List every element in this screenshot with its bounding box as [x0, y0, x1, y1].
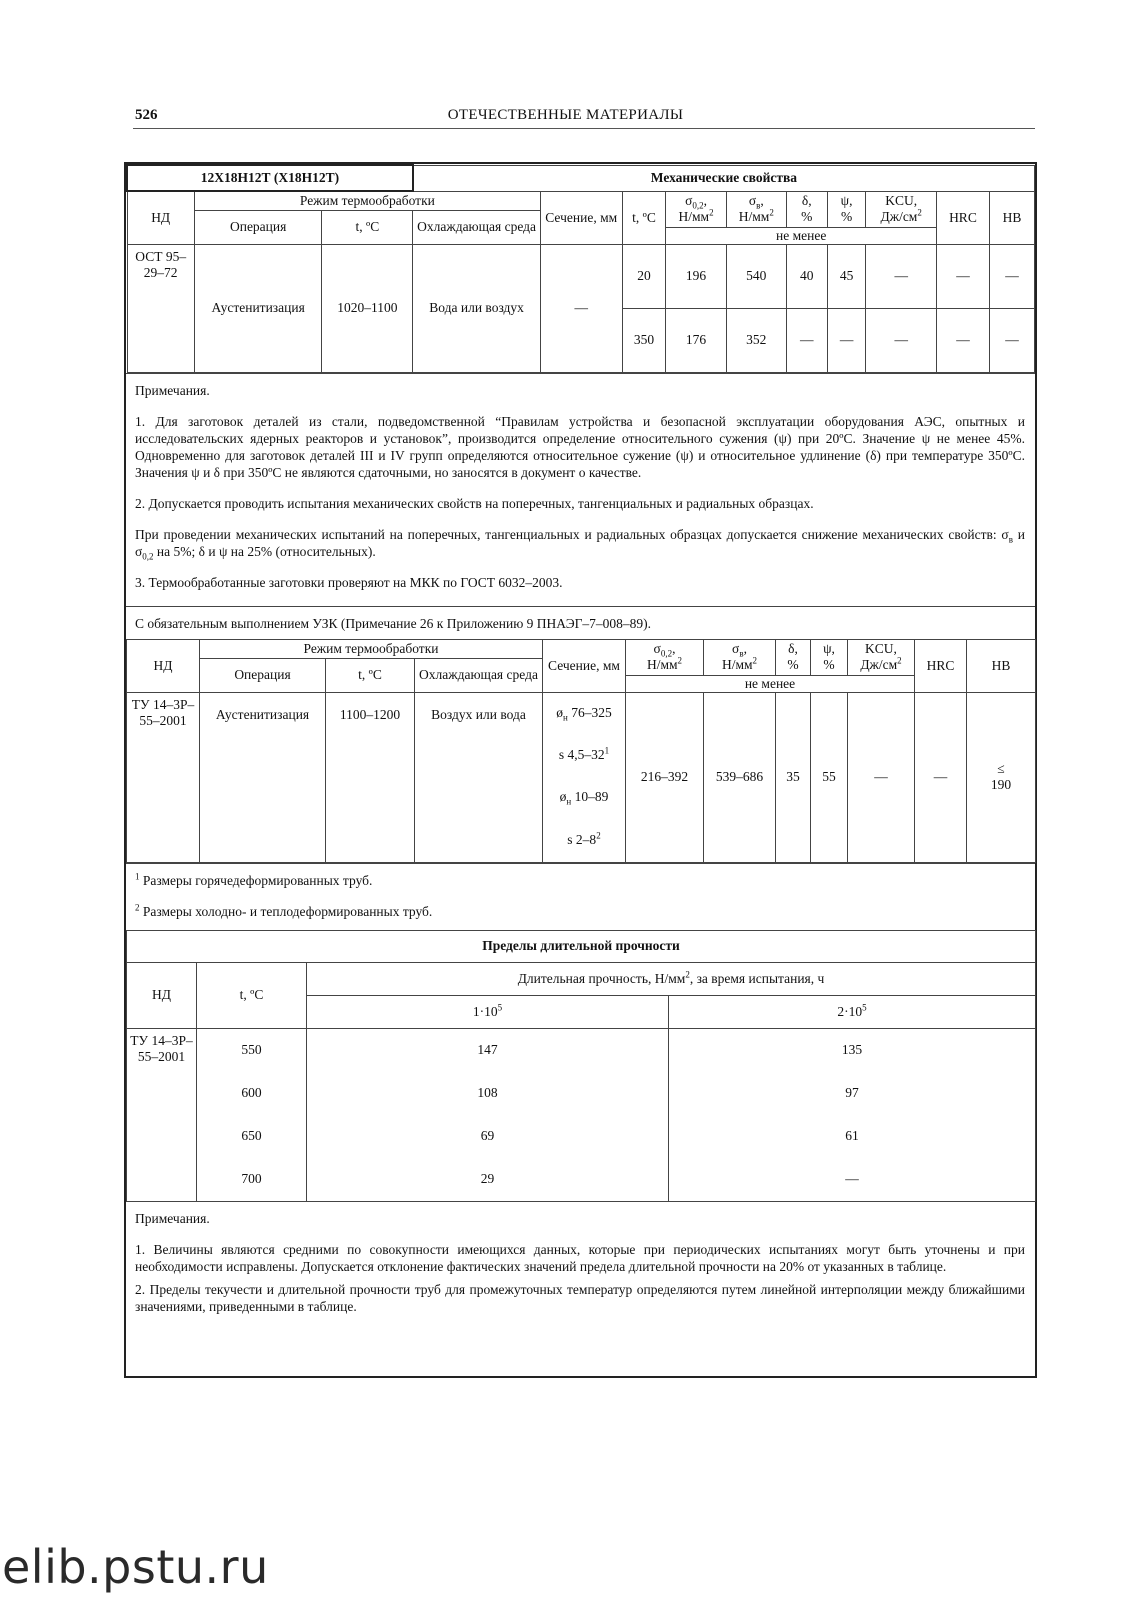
note-2: 2. Допускается проводить испытания механических свойств на поперечных, тангенциальных и радиальных образцах. — [135, 495, 814, 511]
hb-cell: — — [989, 244, 1034, 308]
hrc-cell: — — [915, 692, 967, 862]
note-2b: При проведении механических испытаний на поперечных, тангенциальных и радиальных образцах допускается снижение механических свойств: $\sigma_в$ и $\sigma_{0,2}$ на 5%; δ и ψ на 25% (относительных). — [135, 526, 1025, 562]
col-sigma02: $\sigma_{0,2}$, $Н/мм^2$ — [666, 191, 726, 227]
col-psi: ψ, % — [811, 639, 848, 675]
col-operation: Операция — [200, 658, 326, 692]
v1-cell: 108 — [307, 1071, 669, 1114]
mech-section-title: Механические свойства — [413, 165, 1035, 191]
col-nd: НД — [127, 962, 197, 1028]
watermark: elib.pstu.ru — [2, 1540, 269, 1594]
running-title: ОТЕЧЕСТВЕННЫЕ МАТЕРИАЛЫ — [447, 107, 684, 123]
hb-cell: ≤ 190 — [967, 692, 1036, 862]
col-delta: δ, % — [786, 191, 827, 227]
nd-value: ОСТ 95–29–72 — [127, 244, 194, 372]
temp-value: 1020–1100 — [322, 244, 413, 372]
steel-grade: 12Х18Н12Т (Х18Н12Т) — [127, 165, 413, 191]
section-value-4: s $2-8^2$ — [543, 818, 626, 862]
note-1: 1. Для заготовок деталей из стали, подведомственной “Правилам устройства и безопасной эксплуатации оборудования АЭС, опытных и исследовательских ядерных реакторов и установок”, производится определение относительного сужения (ψ) при 20ºС. Значение ψ не менее 45%. Одновременно для заготовок деталей III и IV групп определяются относительное сужение (ψ) и относительное удлинение (δ) при температуре 350ºС. Значения ψ и δ при 350ºС не являются сдаточными, но заносятся в документ о качестве. — [135, 413, 1025, 480]
v2-cell: 135 — [669, 1028, 1036, 1071]
mech-properties-table-1 — [126, 164, 1035, 373]
col-kcu: KCU, $Дж/см^2$ — [848, 639, 915, 675]
col-temp: t, ºС — [326, 658, 415, 692]
temp-value: 1100–1200 — [326, 692, 415, 862]
s02-cell: 216–392 — [626, 692, 704, 862]
t-cell: 350 — [622, 308, 666, 372]
col-t: t, ºС — [622, 191, 666, 244]
s02-cell: 176 — [666, 308, 726, 372]
col-sigma02: $\sigma_{0,2}$, $Н/мм^2$ — [626, 639, 704, 675]
mech-properties-table-2 — [126, 639, 1036, 863]
medium-value: Воздух или вода — [415, 692, 543, 862]
rupture-strength-table — [126, 930, 1036, 1202]
hrc-cell: — — [936, 308, 989, 372]
col-operation: Операция — [194, 210, 322, 244]
col-section: Сечение, мм — [540, 191, 622, 244]
notes-block-3 — [126, 1202, 1035, 1315]
col-nd: НД — [127, 639, 200, 692]
operation-value: Аустенитизация — [200, 692, 326, 862]
t-cell: 650 — [197, 1114, 307, 1157]
not-less-label: не менее — [666, 227, 936, 244]
col-sigmab: $\sigma_в$, $Н/мм^2$ — [726, 191, 786, 227]
note-1: 1. Величины являются средними по совокупности имеющихся данных, которые при периодических испытаниях могут быть уточнены и при необходимости исправлены. Допускается отклонение фактических значений предела длительной прочности на 20% от указанных в таблице. — [135, 1241, 1025, 1274]
psi-cell: 45 — [827, 244, 866, 308]
not-less-label: не менее — [626, 675, 915, 692]
medium-value: Вода или воздух — [413, 244, 541, 372]
material-card — [124, 162, 1037, 1378]
nd-value: ТУ 14–3Р–55–2001 — [127, 1028, 197, 1201]
col-sigmab: $\sigma_в$, $Н/мм^2$ — [704, 639, 776, 675]
operation-value: Аустенитизация — [194, 244, 322, 372]
col-nd: НД — [127, 191, 194, 244]
sb-cell: 540 — [726, 244, 786, 308]
col-psi: ψ, % — [827, 191, 866, 227]
section-value-1: $ø_н$ 76–325 — [543, 692, 626, 734]
col-hb: HB — [967, 639, 1036, 692]
v1-cell: 29 — [307, 1157, 669, 1201]
nd-value: ТУ 14–3Р–55–2001 — [127, 692, 200, 862]
col-hrc: HRC — [915, 639, 967, 692]
rupture-title: Пределы длительной прочности — [127, 930, 1036, 962]
note-2: 2. Пределы текучести и длительной прочности труб для промежуточных температур определяются путем линейной интерполяции между ближайшими значениями, приведенными в таблице. — [135, 1281, 1025, 1314]
header-rule — [133, 128, 1035, 129]
kcu-cell: — — [866, 244, 936, 308]
v2-cell: — — [669, 1157, 1036, 1201]
col-medium: Охлаждающая среда — [415, 658, 543, 692]
s02-cell: 196 — [666, 244, 726, 308]
sb-cell: 352 — [726, 308, 786, 372]
col-regime: Режим термообработки — [194, 191, 540, 210]
uzk-line: С обязательным выполнением УЗК (Примечание 26 к Приложению 9 ПНАЭГ–7–008–89). — [126, 606, 1035, 639]
v2-cell: 61 — [669, 1114, 1036, 1157]
delta-cell: — — [786, 308, 827, 372]
v2-cell: 97 — [669, 1071, 1036, 1114]
psi-cell: — — [827, 308, 866, 372]
section-value: — — [540, 244, 622, 372]
col-time-1: $1\cdot 10^5$ — [307, 995, 669, 1028]
hb-cell: — — [989, 308, 1034, 372]
col-hb: HB — [989, 191, 1034, 244]
kcu-cell: — — [848, 692, 915, 862]
col-time-2: $2\cdot 10^5$ — [669, 995, 1036, 1028]
hrc-cell: — — [936, 244, 989, 308]
col-section: Сечение, мм — [543, 639, 626, 692]
kcu-cell: — — [866, 308, 936, 372]
note-3: 3. Термообработанные заготовки проверяют на МКК по ГОСТ 6032–2003. — [135, 574, 563, 590]
footnote-2: $^2$ Размеры холодно- и теплодеформированных труб. — [135, 902, 433, 919]
col-strength: Длительная прочность, $Н/мм^2$, за время испытания, ч — [307, 962, 1036, 995]
page-number: 526 — [135, 107, 158, 123]
notes-heading: Примечания. — [135, 1210, 210, 1226]
psi-cell: 55 — [811, 692, 848, 862]
delta-cell: 40 — [786, 244, 827, 308]
delta-cell: 35 — [776, 692, 811, 862]
v1-cell: 69 — [307, 1114, 669, 1157]
notes-heading: Примечания. — [135, 382, 210, 398]
v1-cell: 147 — [307, 1028, 669, 1071]
notes-block-1 — [126, 373, 1035, 606]
col-hrc: HRC — [936, 191, 989, 244]
t-cell: 550 — [197, 1028, 307, 1071]
col-medium: Охлаждающая среда — [413, 210, 541, 244]
col-temp: t, ºС — [322, 210, 413, 244]
section-value-3: $ø_н$ 10–89 — [543, 776, 626, 818]
footnote-1: $^1$ Размеры горячедеформированных труб. — [135, 871, 373, 888]
col-regime: Режим термообработки — [200, 639, 543, 658]
t-cell: 700 — [197, 1157, 307, 1201]
col-delta: δ, % — [776, 639, 811, 675]
t-cell: 20 — [622, 244, 666, 308]
col-kcu: KCU, $Дж/см^2$ — [866, 191, 936, 227]
t-cell: 600 — [197, 1071, 307, 1114]
section-value-2: s $4,5-32^1$ — [543, 734, 626, 776]
col-t: t, ºС — [197, 962, 307, 1028]
footnotes-block — [126, 863, 1035, 930]
sb-cell: 539–686 — [704, 692, 776, 862]
